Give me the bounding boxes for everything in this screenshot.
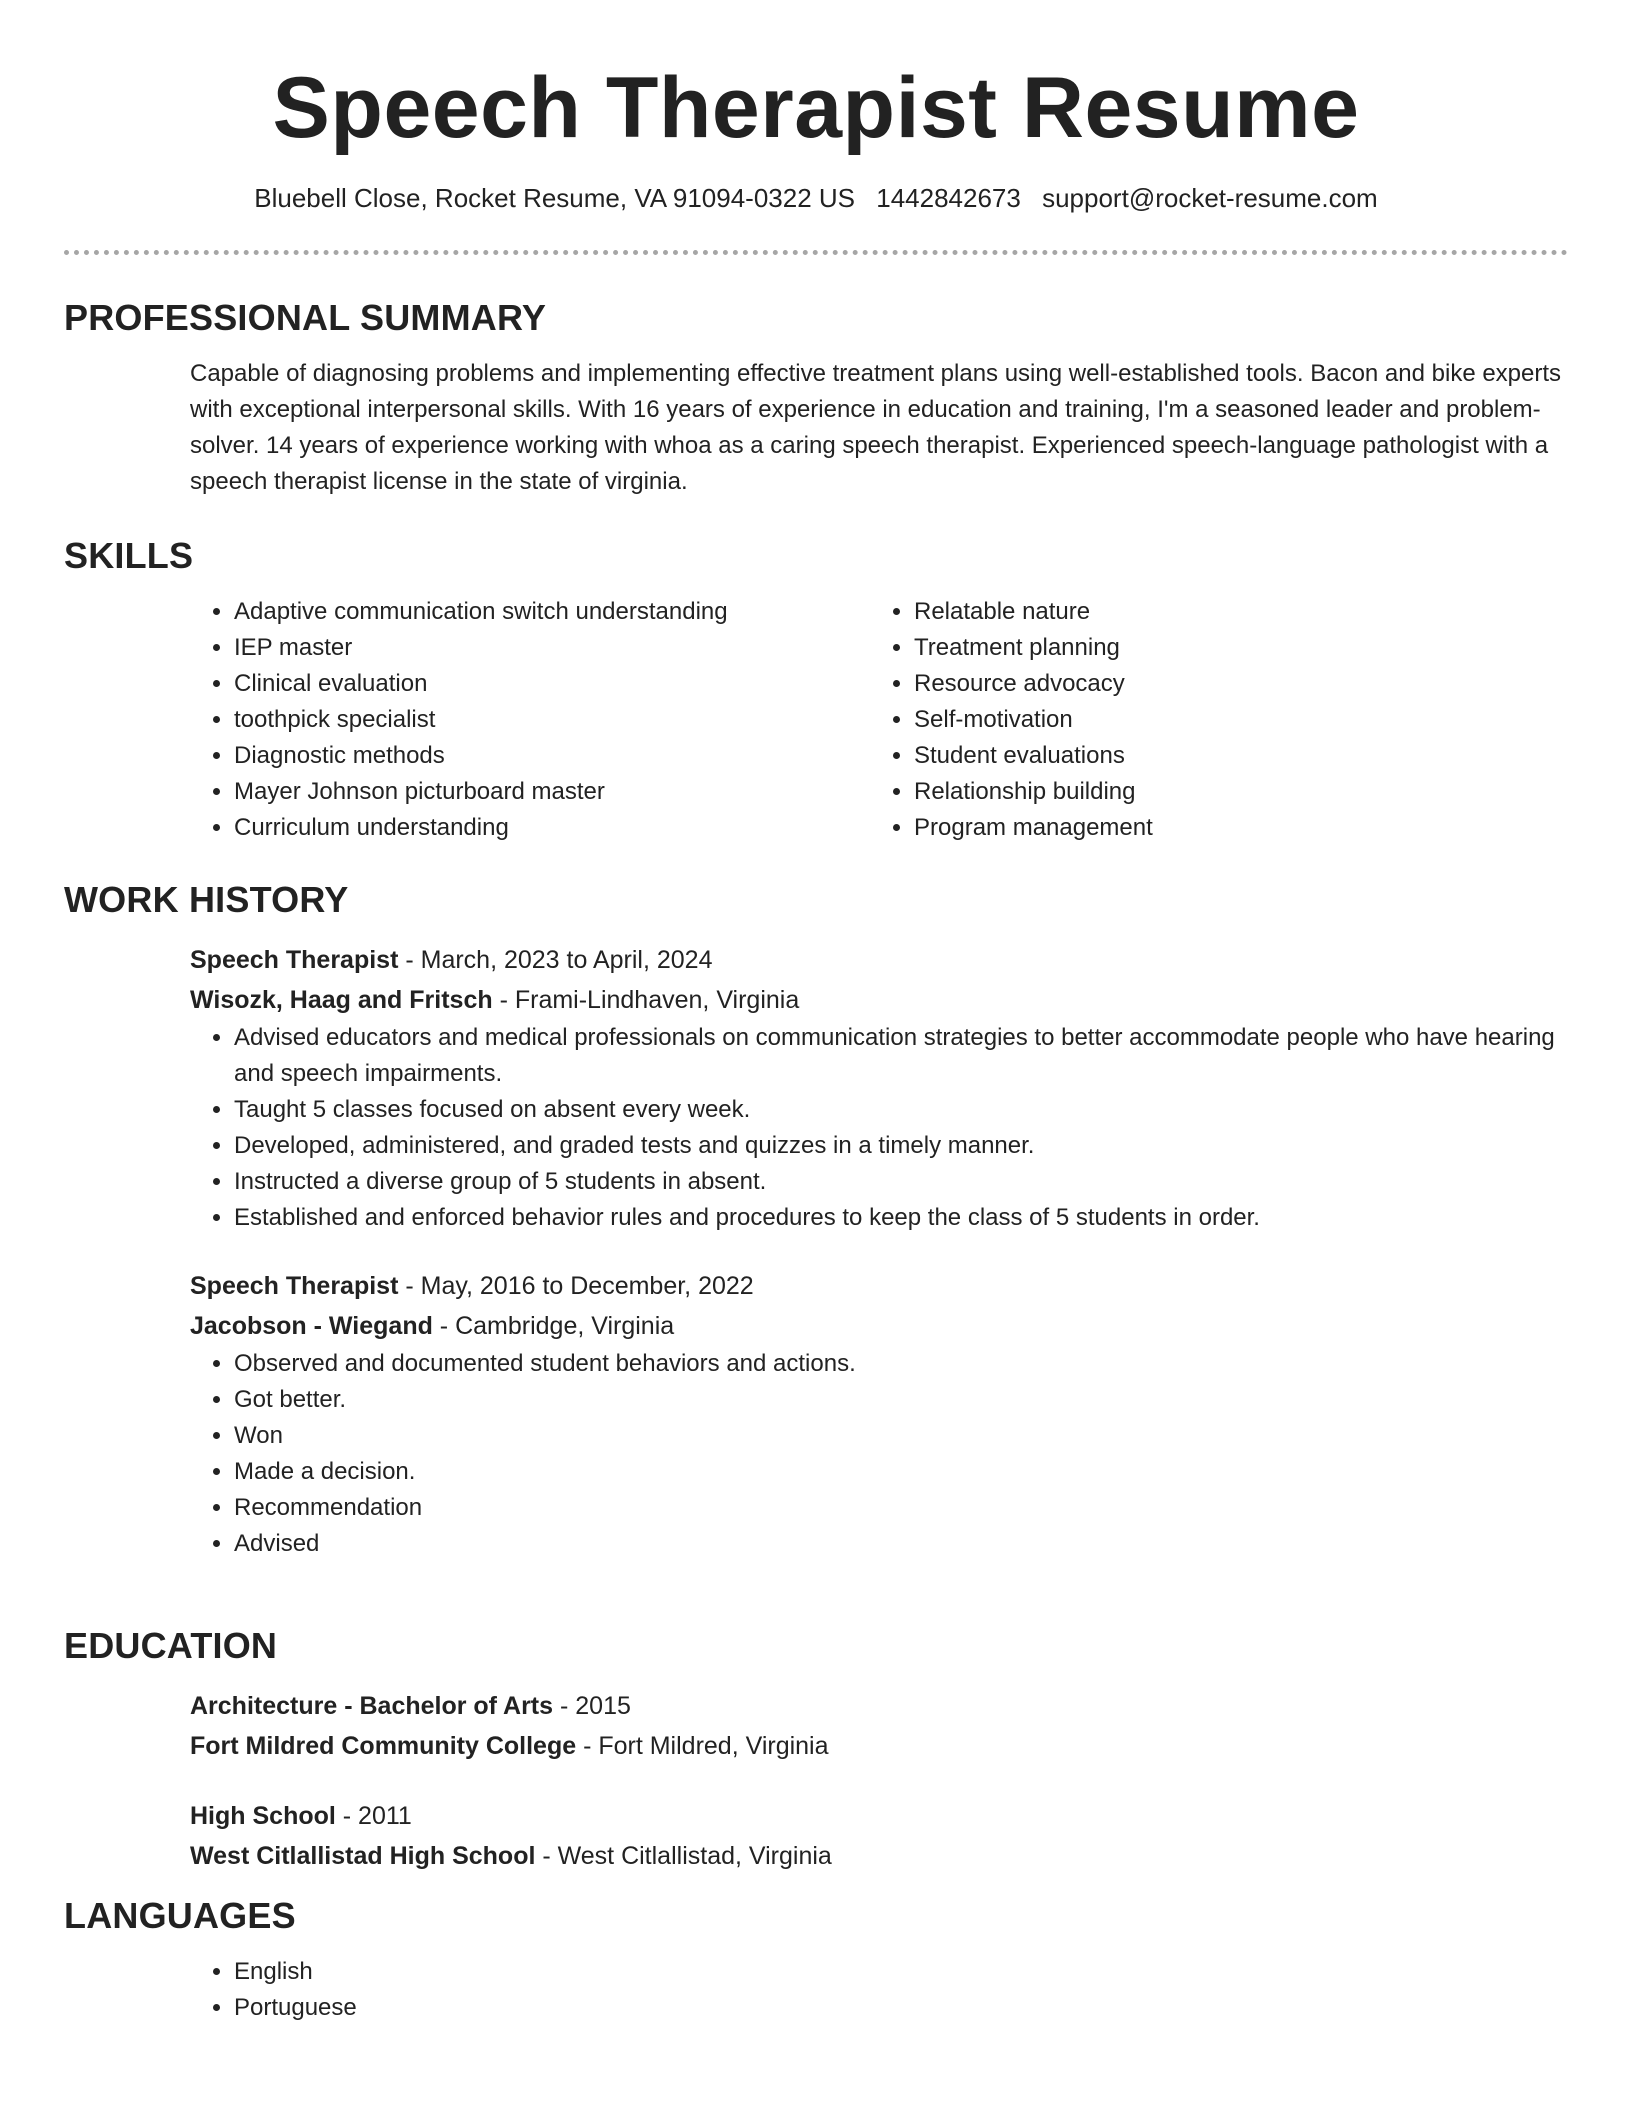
skill-item: • Treatment planning — [914, 630, 1550, 666]
header-divider — [64, 250, 1568, 255]
education-degree: High School — [190, 1802, 336, 1830]
job-company: Wisozk, Haag and Fritsch — [190, 986, 493, 1014]
job-title-line — [190, 1266, 1568, 1306]
address: Bluebell Close, Rocket Resume, VA 91094-0322 US — [254, 183, 856, 213]
job-duty: • Instructed a diverse group of 5 students in absent. — [234, 1164, 1568, 1200]
education-location: - West Citlallistad, Virginia — [535, 1842, 832, 1870]
skill-item: • Clinical evaluation — [234, 666, 870, 702]
skill-item: • Program management — [914, 810, 1550, 846]
languages-section — [64, 1894, 1568, 2026]
section-title-languages: LANGUAGES — [64, 1895, 296, 1936]
job-entry — [190, 940, 1568, 1236]
phone: 1442842673 — [876, 183, 1021, 213]
education-year: - 2015 — [553, 1692, 631, 1720]
education-school: Fort Mildred Community College — [190, 1732, 577, 1760]
skills-list-right — [870, 594, 1550, 846]
job-title-line — [190, 940, 1568, 980]
job-duty: • Advised — [234, 1526, 1568, 1562]
skill-item: • Mayer Johnson picturboard master — [234, 774, 870, 810]
job-duties-list — [64, 1020, 1568, 1236]
job-duty: • Established and enforced behavior rules and procedures to keep the class of 5 students in order. — [234, 1200, 1568, 1236]
skill-item: • Student evaluations — [914, 738, 1550, 774]
skill-item: • Adaptive communication switch understanding — [234, 594, 870, 630]
skill-item: • Resource advocacy — [914, 666, 1550, 702]
skill-item: • Diagnostic methods — [234, 738, 870, 774]
job-duty: • Recommendation — [234, 1490, 1568, 1526]
skill-item: • toothpick specialist — [234, 702, 870, 738]
skill-item: • Self-motivation — [914, 702, 1550, 738]
summary-text: Capable of diagnosing problems and implementing effective treatment plans using well-established tools. Bacon and bike experts with exceptional interpersonal skills. With 16 years of experience in education and training, I'm a seasoned leader and problem-solver. 14 years of experience working with whoa as a caring speech therapist. Experienced speech-language pathologist with a speech therapist license in the state of virginia. — [190, 360, 1562, 495]
job-duty: • Developed, administered, and graded tests and quizzes in a timely manner. — [234, 1128, 1568, 1164]
skills-column-left — [190, 594, 870, 846]
job-dates: - May, 2016 to December, 2022 — [398, 1272, 754, 1300]
education-year: - 2011 — [335, 1802, 412, 1830]
education-school: West Citlallistad High School — [190, 1842, 536, 1870]
education-entry — [190, 1796, 1568, 1876]
education-location: - Fort Mildred, Virginia — [576, 1732, 829, 1760]
education-degree: Architecture - Bachelor of Arts — [190, 1692, 554, 1720]
resume-title: Speech Therapist Resume — [272, 60, 1360, 156]
section-title-summary: PROFESSIONAL SUMMARY — [64, 297, 547, 338]
job-company: Jacobson - Wiegand — [190, 1312, 433, 1340]
job-duties-list — [64, 1346, 1568, 1562]
email: support@rocket-resume.com — [1042, 183, 1378, 213]
skills-list-left — [190, 594, 870, 846]
work-history-section — [64, 878, 1568, 1562]
skill-item: • Relatable nature — [914, 594, 1550, 630]
job-company-line — [190, 980, 1568, 1020]
job-duty: • Observed and documented student behaviors and actions. — [234, 1346, 1568, 1382]
skill-item: • IEP master — [234, 630, 870, 666]
job-duty: • Made a decision. — [234, 1454, 1568, 1490]
languages-list — [190, 1954, 1568, 2026]
education-section — [64, 1624, 1568, 1876]
skills-section — [64, 534, 1568, 846]
job-dates: - March, 2023 to April, 2024 — [398, 946, 713, 974]
job-role: Speech Therapist — [190, 1272, 399, 1300]
education-entry — [190, 1686, 1568, 1766]
education-school-line — [190, 1836, 1568, 1876]
job-duty: • Taught 5 classes focused on absent every week. — [234, 1092, 1568, 1128]
language-item: • English — [234, 1954, 1568, 1990]
job-location: - Frami-Lindhaven, Virginia — [492, 986, 800, 1014]
section-title-skills: SKILLS — [64, 535, 194, 576]
job-duty: • Won — [234, 1418, 1568, 1454]
skills-column-right — [870, 594, 1550, 846]
contact-line — [0, 182, 1632, 214]
language-item: • Portuguese — [234, 1990, 1568, 2026]
job-location: - Cambridge, Virginia — [432, 1312, 675, 1340]
section-title-work-history: WORK HISTORY — [64, 879, 349, 920]
job-duty: • Advised educators and medical professionals on communication strategies to better accommodate people who have hearing and speech impairments. — [234, 1020, 1568, 1092]
summary-section — [64, 296, 1568, 500]
skill-item: • Curriculum understanding — [234, 810, 870, 846]
skills-columns — [190, 594, 1568, 846]
education-degree-line — [190, 1686, 1568, 1726]
job-company-line — [190, 1306, 1568, 1346]
skill-item: • Relationship building — [914, 774, 1550, 810]
job-role: Speech Therapist — [190, 946, 399, 974]
job-duty: • Got better. — [234, 1382, 1568, 1418]
education-degree-line — [190, 1796, 1568, 1836]
section-title-education: EDUCATION — [64, 1625, 278, 1666]
job-entry — [190, 1266, 1568, 1562]
education-school-line — [190, 1726, 1568, 1766]
